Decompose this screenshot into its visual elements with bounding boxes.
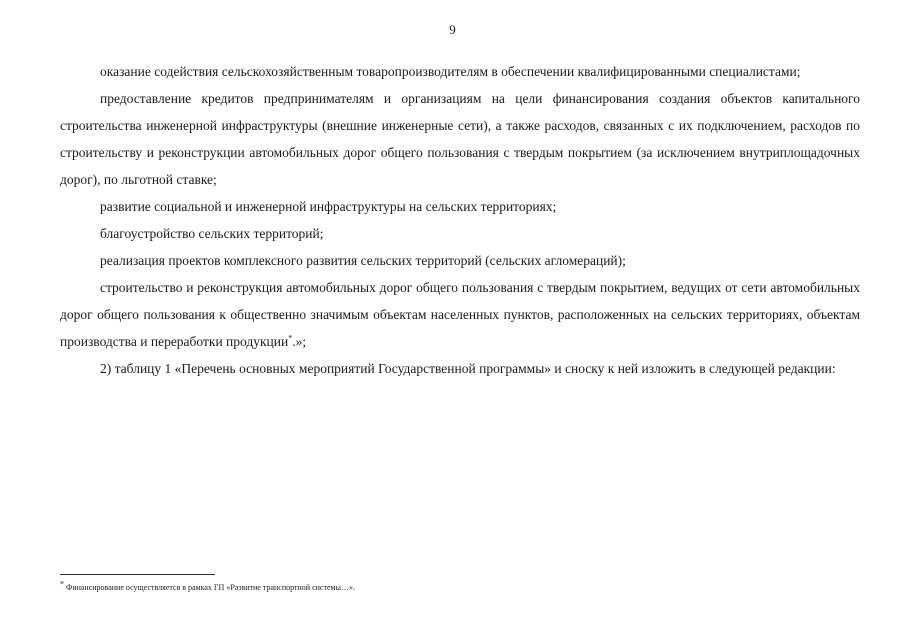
- footnote-separator: [60, 574, 215, 575]
- paragraph-complex-development: реализация проектов комплексного развития сельских территорий (сельских агломераций);: [100, 253, 626, 268]
- paragraph-road-construction: строительство и реконструкция автомобильных дорог общего пользования с твердым покрытием, ведущих от сети автомобильных дорог общего пользования к общественно значимым объектам населенных пунктов, расположенных на сельских территориях, объектам производства и переработки продукции*.»;: [60, 280, 860, 349]
- paragraph-loans-infrastructure: предоставление кредитов предпринимателям и организациям на цели финансирования создания объектов капитального строительства инженерной инфраструктуры (внешние инженерные сети), а также расходов, связанных с их подключением, расходов по строительству и реконструкции автомобильных дорог общего пользования с твердым покрытием (за исключением внутриплощадочных дорог), по льготной ставке;: [60, 91, 860, 187]
- paragraph-landscaping: благоустройство сельских территорий;: [100, 226, 324, 241]
- paragraph-qualified-specialists: оказание содействия сельскохозяйственным товаропроизводителям в обеспечении квалифицированными специалистами;: [100, 64, 801, 79]
- footnote-reference: *: [288, 333, 293, 343]
- footnote: [60, 579, 860, 594]
- footnote-marker: *: [60, 579, 64, 589]
- page-number: 9: [449, 22, 456, 37]
- body-text: [60, 58, 860, 382]
- paragraph-table-1-revision: 2) таблицу 1 «Перечень основных мероприятий Государственной программы» и сноску к ней изложить в следующей редакции:: [100, 361, 836, 376]
- paragraph-social-infrastructure: развитие социальной и инженерной инфраструктуры на сельских территориях;: [100, 199, 557, 214]
- footnote-text: Финансирование осуществляется в рамках ГП «Развитие транспортной системы…».: [64, 583, 355, 592]
